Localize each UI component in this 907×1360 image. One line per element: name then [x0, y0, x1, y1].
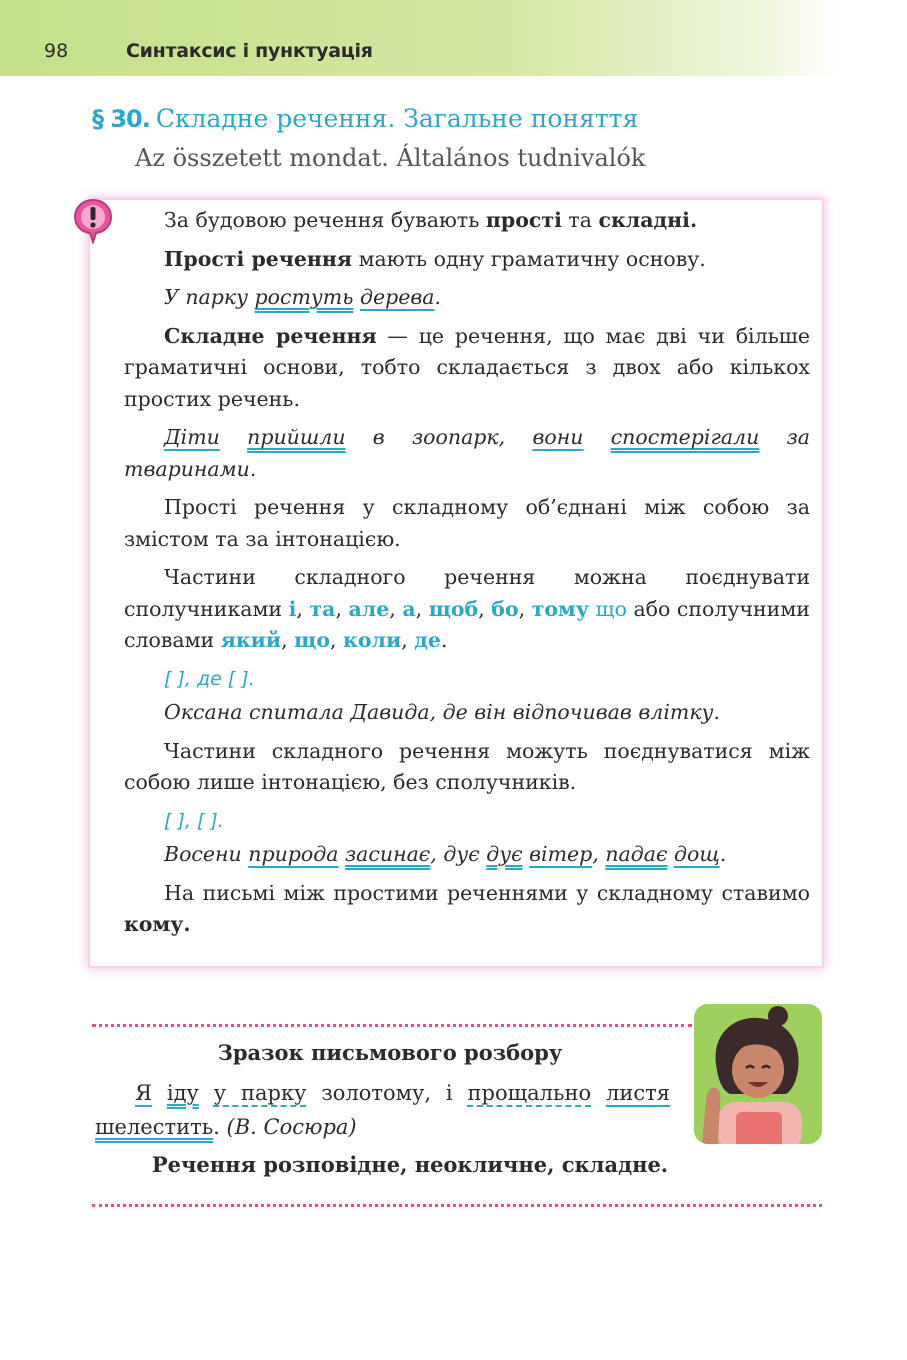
rule-text	[124, 205, 810, 948]
dotted-divider-top	[92, 1024, 692, 1027]
conjunctions-note: Частини складного речення можна поєднувати сполучниками і, та, але, а, щоб, бо, тому що або сполучними словами який, що, коли, де.	[124, 565, 810, 652]
example-asyndetic: Восени природа засинає, дує дує вітер, падає дощ.	[164, 842, 727, 866]
section-name: Синтаксис і пунктуація	[126, 40, 373, 62]
intonation-only-note: Частини складного речення можуть поєднуватися між собою лише інтонацією, без сполучників.	[124, 738, 810, 794]
rule-intro: За будовою речення бувають прості та складні.	[164, 208, 698, 232]
paragraph-title: Складне речення. Загальне поняття	[155, 104, 639, 133]
sample-analysis-heading: Зразок письмового розбору	[217, 1040, 563, 1065]
dotted-divider-bottom	[92, 1204, 822, 1207]
meaning-intonation-note: Прості речення у складному об’єднані між собою за змістом та за інтонацією.	[124, 495, 810, 551]
paragraph-subtitle: Az összetett mondat. Általános tudnivalók	[135, 144, 646, 172]
complex-sentence-definition: Складне речення — це речення, що має дві чи більше граматичні основи, тобто складається з двох або кількох простих речень.	[124, 323, 810, 411]
page-header	[0, 0, 840, 76]
page-number: 98	[44, 40, 69, 62]
punctuation-rule: На письмі між простими реченнями у складному ставимо кому.	[124, 880, 810, 936]
scheme-with-conjunction: [ ], де [ ].	[164, 667, 255, 690]
scheme-asyndetic: [ ], [ ].	[164, 809, 224, 832]
simple-sentence-definition: Прості речення мають одну граматичну основу.	[164, 246, 706, 271]
sample-analysis-result: Речення розповідне, неокличне, складне.	[151, 1152, 669, 1177]
paragraph-heading	[92, 104, 638, 133]
sample-sentence: Я іду у парку золотому, і прощально листя шелестить. (В. Сосюра)	[95, 1081, 670, 1139]
girl-avatar-illustration	[694, 1004, 822, 1144]
example-with-conjunction: Оксана спитала Давида, де він відпочивав влітку.	[164, 700, 720, 724]
example-simple: У парку ростуть дерева.	[164, 285, 442, 309]
paragraph-number: § 30.	[92, 105, 150, 133]
alert-icon	[72, 198, 114, 244]
example-complex: Діти прийшли в зоопарк, вони спостерігали за тваринами.	[124, 425, 810, 481]
